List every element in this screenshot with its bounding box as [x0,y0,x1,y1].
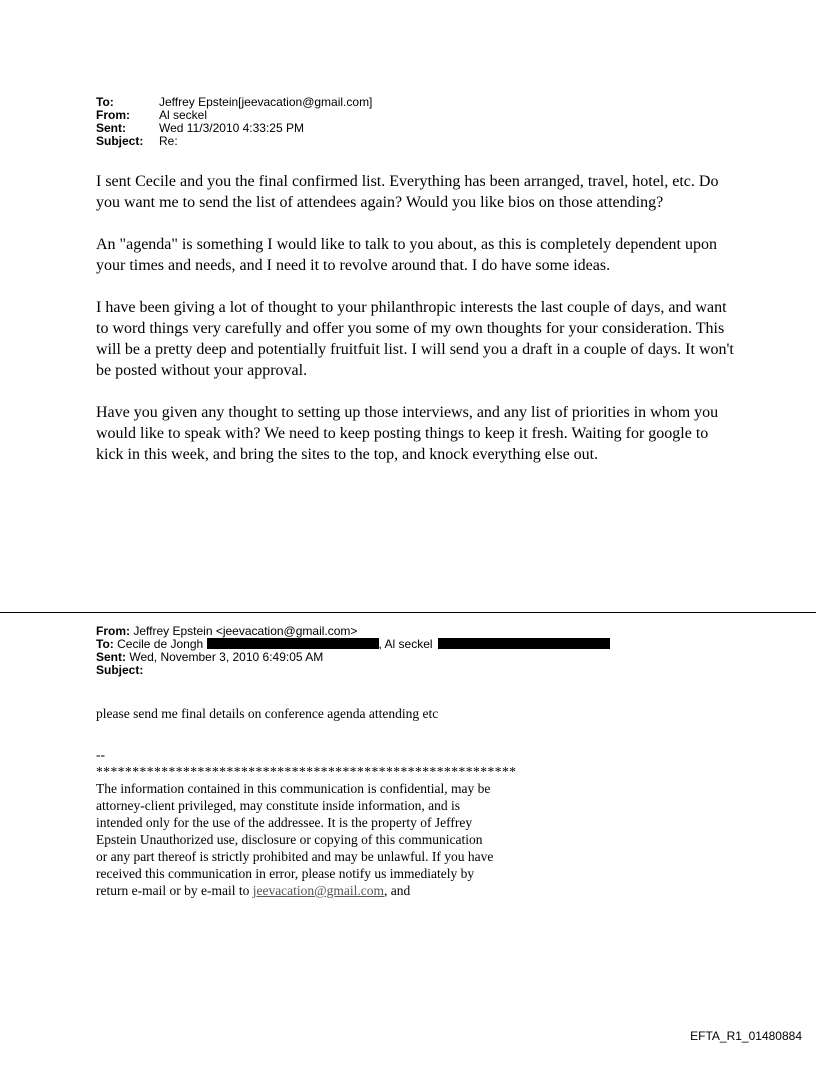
to-row [96,96,372,109]
redaction-bar [438,638,610,649]
signature-stars: ********************************************************** [96,764,517,779]
subject-label: Subject: [96,134,144,148]
to-value: Jeffrey Epstein[jeevacation@gmail.com] [159,95,373,109]
body-paragraph: An "agenda" is something I would like to talk to you about, as this is completely dependent upon your times and needs, and I need it to revolve around that. I do have some ideas. [96,236,717,274]
document-id: EFTA_R1_01480884 [690,1029,802,1043]
sent-label: Sent: [96,121,126,135]
quoted-subject-row [96,664,610,677]
quoted-from-label: From: [96,624,130,638]
quoted-subject-label: Subject: [96,663,144,677]
signature-dashes: -- [96,747,105,762]
email-link[interactable]: jeevacation@gmail.com [252,883,384,898]
from-value: Al seckel [159,108,208,122]
redaction-bar [207,638,379,649]
quoted-to-value-2: , Al seckel [378,637,433,651]
body-paragraph: I have been giving a lot of thought to your philanthropic interests the last couple of days, and want to word things very carefully and offer you some of my own thoughts for your consideration. This will be a pretty deep and potentially fruitfuit list. I will send you a draft in a couple of days. It won't be posted without your approval. [96,299,734,379]
quoted-from-value: Jeffrey Epstein <jeevacation@gmail.com> [133,624,358,638]
body-paragraph: Have you given any thought to setting up those interviews, and any list of priorities in whom you would like to speak with? We need to keep posting things to keep it fresh. Waiting for google to kick in this week, and bring the sites to the top, and knock everything else out. [96,404,719,463]
email-body [96,171,736,486]
subject-row [96,135,372,148]
confidentiality-disclaimer [96,780,496,899]
quoted-sent-value: Wed, November 3, 2010 6:49:05 AM [129,650,324,664]
quote-divider [0,612,816,613]
from-label: From: [96,108,130,122]
quoted-message: please send me final details on conference agenda attending etc [96,706,439,721]
disclaimer-text: The information contained in this communication is confidential, may be attorney-client privileged, may constitute inside information, and is intended only for the use of the addressee. It is the property of Jeffrey Epstein Unauthorized use, disclosure or copying of this communication or any part thereof is strictly prohibited and may be unlawful. If you have received this communication in error, please notify us immediately by return e-mail or by e-mail to [96,781,494,898]
disclaimer-tail: , and [383,883,411,898]
quoted-sent-row [96,651,610,664]
to-label: To: [96,95,114,109]
body-paragraph: I sent Cecile and you the final confirmed list. Everything has been arranged, travel, hotel, etc. Do you want me to send the list of attendees again? Would you like bios on those attending? [96,173,719,211]
quoted-sent-label: Sent: [96,650,126,664]
sent-value: Wed 11/3/2010 4:33:25 PM [159,121,304,135]
quoted-to-label: To: [96,637,114,651]
quoted-body [96,705,517,899]
subject-value: Re: [159,134,178,148]
email-header [96,96,372,148]
quoted-header [96,625,610,677]
quoted-to-value: Cecile de Jongh [117,637,204,651]
